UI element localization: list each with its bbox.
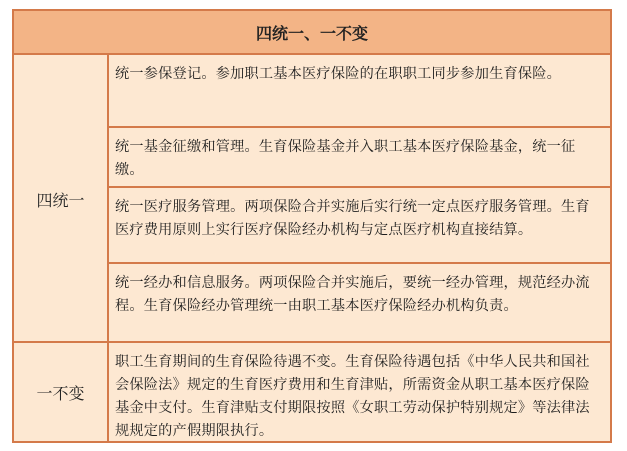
- row-label-four-unifications: 四统一: [14, 55, 109, 343]
- row-label-one-unchanged: 一不变: [14, 343, 109, 441]
- table-cell-unified-enrollment: 统一参保登记。参加职工基本医疗保险的在职职工同步参加生育保险。: [115, 66, 562, 82]
- table-cell-unified-medical-service: 统一医疗服务管理。两项保险合并实施后实行统一定点医疗服务管理。生育医疗费用原则上实行医疗保险经办机构与定点医疗机构直接结算。: [115, 199, 590, 238]
- table-header: 四统一、一不变: [14, 11, 610, 55]
- table-cell-maternity-benefits: 职工生育期间的生育保险待遇不变。生育保险待遇包括《中华人民共和国社会保险法》规定的生育医疗费用和生育津贴，所需资金从职工基本医疗保险基金中支付。生育津贴支付期限按照《女职工劳动保护特别规定》等法律法规规定的产假期限执行。: [115, 354, 590, 439]
- table-cell-unified-administration: 统一经办和信息服务。两项保险合并实施后，要统一经办管理，规范经办流程。生育保险经办管理统一由职工基本医疗保险经办机构负责。: [115, 275, 590, 314]
- policy-table: [12, 9, 612, 443]
- table-cell-unified-fund: 统一基金征缴和管理。生育保险基金并入职工基本医疗保险基金，统一征缴。: [115, 139, 576, 178]
